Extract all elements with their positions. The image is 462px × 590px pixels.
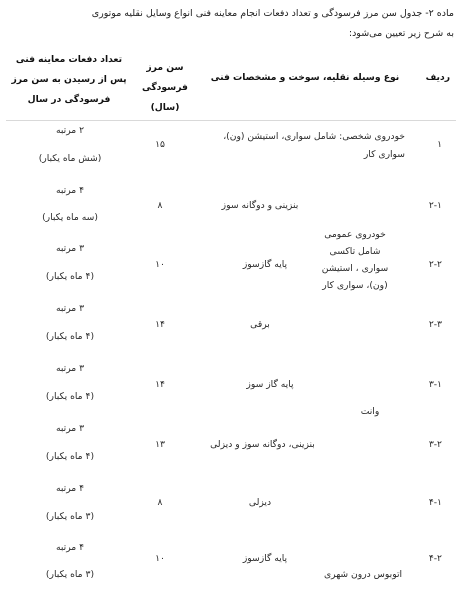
row-2-3-id: ۲-۳ — [428, 319, 442, 330]
row-4-2-count: ۴ مرتبه — [55, 542, 85, 553]
header-divider — [6, 120, 456, 121]
group-label-van: وانت — [360, 406, 380, 417]
row-4-2-age: ۱۰ — [155, 553, 165, 564]
row-3-2-age: ۱۳ — [155, 439, 165, 450]
header-inspection-count: تعداد دفعات معاینه فنی پس از رسیدن به سن مرز فرسودگی در سال — [11, 54, 127, 105]
group-label-bus: اتوبوس درون شهری — [323, 569, 403, 580]
row-4-1-period: (۳ ماه یکبار) — [45, 511, 95, 522]
row-4-1-count: ۴ مرتبه — [55, 483, 85, 494]
header-age-limit: سن مرز فرسودگی (سال) — [142, 62, 188, 113]
intro-paragraph — [6, 4, 454, 44]
row-1-period: (شش ماه یکبار) — [38, 153, 102, 164]
row-2-1-count: ۴ مرتبه — [55, 185, 85, 196]
row-4-2-spec: پایه گازسوز — [242, 553, 288, 564]
row-2-1-period: (سه ماه یکبار) — [42, 212, 98, 223]
row-1-id: ۱ — [437, 139, 442, 150]
row-2-3-age: ۱۴ — [155, 319, 165, 330]
row-2-1-spec: بنزینی و دوگانه سوز — [221, 200, 299, 211]
row-2-3-spec: برقی — [250, 319, 270, 330]
row-3-2-period: (۴ ماه یکبار) — [45, 451, 95, 462]
row-4-1-spec: دیزلی — [248, 497, 272, 508]
row-1-category: خودروی شخصی: شامل سواری، استیشن (ون)، سواری کار — [223, 131, 405, 160]
row-2-2-spec: پایه گازسوز — [242, 259, 288, 270]
intro-line-1: ماده ۲- جدول سن مرز فرسودگی و تعداد دفعات انجام معاینه فنی انواع وسایل نقلیه موتوری — [91, 8, 454, 19]
row-3-2-spec: بنزینی، دوگانه سوز و دیزلی — [210, 439, 315, 450]
row-2-2-period: (۴ ماه یکبار) — [45, 271, 95, 282]
row-2-2-category: خودروی عمومی شامل تاکسی سواری ، استیشن (ون)، سواری کار — [321, 229, 389, 291]
row-1-count: ۲ مرتبه — [55, 125, 85, 136]
row-3-1-spec: پایه گاز سوز — [246, 379, 294, 390]
row-2-1-age: ۸ — [157, 200, 163, 211]
row-2-2-age: ۱۰ — [155, 259, 165, 270]
row-3-1-period: (۴ ماه یکبار) — [45, 391, 95, 402]
header-vehicle-type: نوع وسیله نقلیه، سوخت و مشخصات فنی — [210, 72, 400, 83]
intro-line-2: به شرح زیر تعیین می‌شود: — [348, 28, 454, 39]
row-2-3-period: (۴ ماه یکبار) — [45, 331, 95, 342]
header-row-number: ردیف — [425, 72, 450, 83]
row-2-1-id: ۲-۱ — [428, 200, 442, 211]
row-3-2-id: ۳-۲ — [428, 439, 442, 450]
row-1-age: ۱۵ — [155, 139, 165, 150]
row-3-2-count: ۳ مرتبه — [55, 423, 85, 434]
row-4-2-period: (۳ ماه یکبار) — [45, 569, 95, 580]
row-4-2-id: ۴-۲ — [428, 553, 442, 564]
row-4-1-age: ۸ — [157, 497, 163, 508]
row-3-1-count: ۳ مرتبه — [55, 363, 85, 374]
row-2-2-count: ۳ مرتبه — [55, 243, 85, 254]
row-2-2-id: ۲-۲ — [428, 259, 442, 270]
row-2-3-count: ۳ مرتبه — [55, 303, 85, 314]
row-4-1-id: ۴-۱ — [428, 497, 442, 508]
row-3-1-id: ۳-۱ — [428, 379, 442, 390]
row-3-1-age: ۱۴ — [155, 379, 165, 390]
